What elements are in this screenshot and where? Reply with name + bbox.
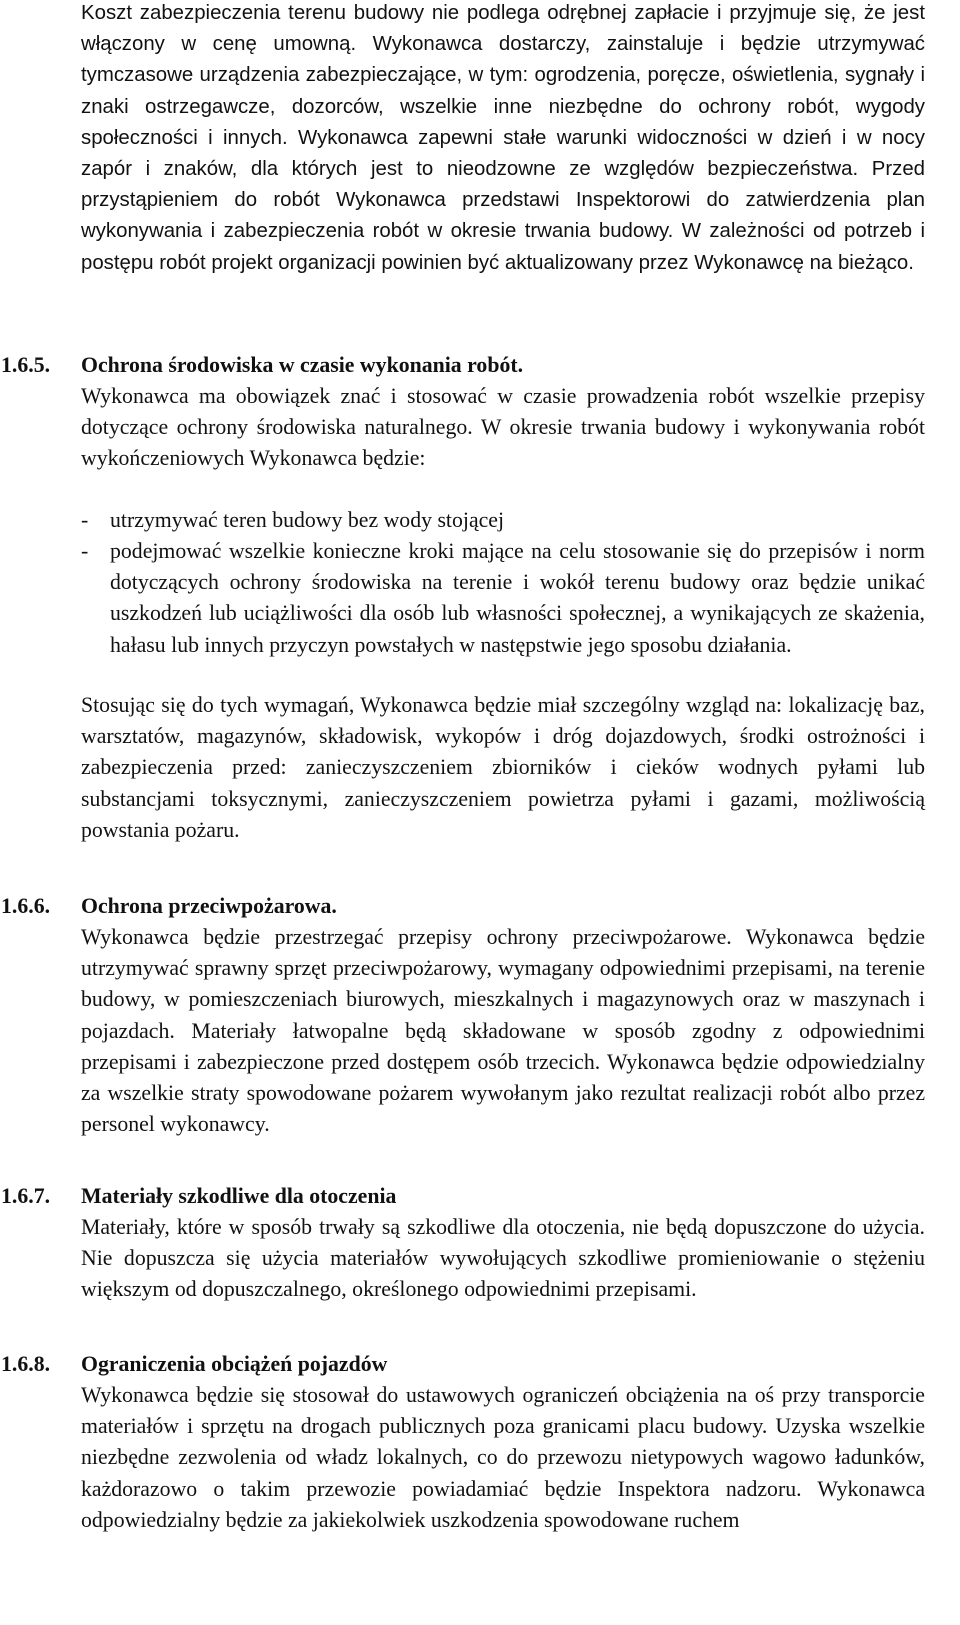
section-title: Materiały szkodliwe dla otoczenia xyxy=(81,1184,397,1208)
paragraph-site-security: Koszt zabezpieczenia terenu budowy nie podlega odrębnej zapłacie i przyjmuje się, że jest włączony w cenę umowną. Wykonawca dostarczy, zainstaluje i będzie utrzymywać tymczasowe urządzenia zabezpieczające, w tym: ogrodzenia, poręcze, oświetlenia, sygnały i znaki ostrzegawcze, dozorców, wszelkie inne niezbędne do ochrony robót, wygody społeczności i innych. Wykonawca zapewni stałe warunki widoczności w dzień i w nocy zapór i znaków, dla których jest to nieodzowne ze względów bezpieczeństwa. Przed przystąpieniem do robót Wykonawca przedstawi Inspektorowi do zatwierdzenia plan wykonywania i zabezpieczenia robót w okresie trwania budowy. W zależności od potrzeb i postępu robót projekt organizacji powinien być aktualizowany przez Wykonawcę na bieżąco. xyxy=(81,2,925,274)
paragraph-vehicle-load-limits: Wykonawca będzie się stosował do ustawowych ograniczeń obciążenia na oś przy transporcie materiałów i sprzętu na drogach publicznych poza granicami placu budowy. Uzyska wszelkie niezbędne zezwolenia od władz lokalnych, co do przewozu nietypowych wagowo ładunków, każdorazowo o takim przewozie powiadamiać będzie Inspektora nadzoru. Wykonawca odpowiedzialny będzie za jakiekolwiek uszkodzenia spowodowane ruchem xyxy=(81,1383,925,1532)
paragraph-fire-protection: Wykonawca będzie przestrzegać przepisy ochrony przeciwpożarowe. Wykonawca będzie utrzymywać sprawny sprzęt przeciwpożarowy, wymagany odpowiednimi przepisami, na terenie budowy, w pomieszczeniach biurowych, mieszkalnych i magazynowych oraz w maszynach i pojazdach. Materiały łatwopalne będą składowane w sposób zgodny z odpowiednimi przepisami i zabezpieczone przed dostępem osób trzecich. Wykonawca będzie odpowiedzialny za wszelkie straty spowodowane pożarem wywołanym jako rezultat realizacji robót albo przez personel wykonawcy. xyxy=(81,925,925,1137)
paragraph-harmful-materials: Materiały, które w sposób trwały są szkodliwe dla otoczenia, nie będą dopuszczone do użycia. Nie dopuszcza się użycia materiałów wywołujących szkodliwe promieniowanie o stężeniu większym od dopuszczalnego, określonego odpowiednimi przepisami. xyxy=(81,1215,925,1302)
list-item-text: utrzymywać teren budowy bez wody stojącej xyxy=(110,508,505,532)
section-number: 1.6.8. xyxy=(1,1352,51,1376)
section-title: Ochrona przeciwpożarowa. xyxy=(81,894,337,918)
bullet-dash: - xyxy=(81,539,89,563)
section-title: Ochrona środowiska w czasie wykonania robót. xyxy=(81,353,524,377)
section-number: 1.6.5. xyxy=(1,353,51,377)
paragraph-environment-intro: Wykonawca ma obowiązek znać i stosować w czasie prowadzenia robót wszelkie przepisy dotyczące ochrony środowiska naturalnego. W okresie trwania budowy i wykonywania robót wykończeniowych Wykonawca będzie: xyxy=(81,384,925,471)
bullet-dash: - xyxy=(81,508,89,532)
section-number: 1.6.7. xyxy=(1,1184,51,1208)
list-item-text: podejmować wszelkie konieczne kroki mające na celu stosowanie się do przepisów i norm dotyczących ochrony środowiska na terenie i wokół terenu budowy oraz będzie unikać uszkodzeń lub uciążliwości dla osób lub własności społecznej, a wynikających ze skażenia, hałasu lub innych przyczyn powstałych w następstwie jego sposobu działania. xyxy=(110,539,925,657)
paragraph-environment-outro: Stosując się do tych wymagań, Wykonawca będzie miał szczególny wzgląd na: lokalizację baz, warsztatów, magazynów, składowisk, wykopów i dróg dojazdowych, środki ostrożności i zabezpieczenia przed: zanieczyszczeniem zbiorników i cieków wodnych pyłami lub substancjami toksycznymi, zanieczyszczeniem powietrza pyłami i gazami, możliwością powstania pożaru. xyxy=(81,693,925,842)
section-number: 1.6.6. xyxy=(1,894,51,918)
section-title: Ograniczenia obciążeń pojazdów xyxy=(81,1352,388,1376)
